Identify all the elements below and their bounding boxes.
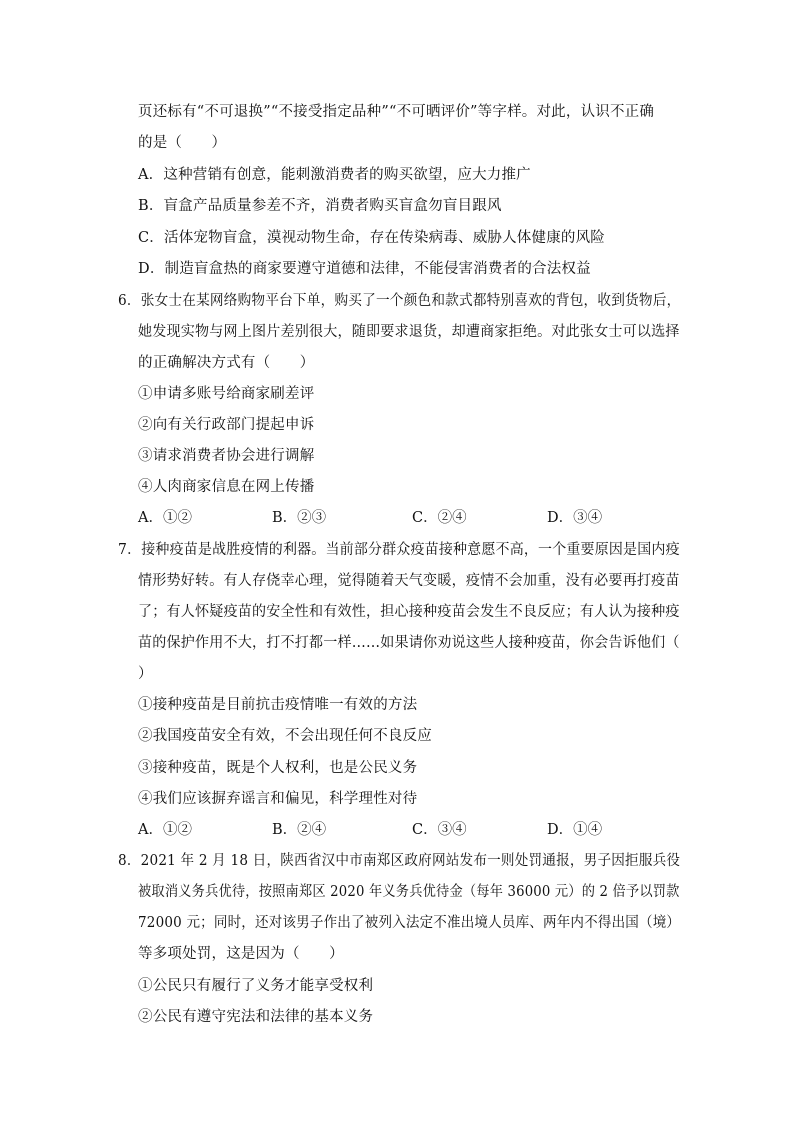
q7-stem-line-3: 了；有人怀疑疫苗的安全性和有效性，担心接种疫苗会发生不良反应；有人认为接种疫 (138, 604, 680, 620)
q6-item-4: ④人肉商家信息在网上传播 (138, 479, 315, 495)
q6-stem-line-3: 的正确解决方式有（ ） (138, 355, 315, 371)
q5-option-b: B．盲盒产品质量参差不齐，消费者购买盲盒勿盲目跟风 (138, 198, 502, 214)
q5-option-a: A．这种营销有创意，能刺激消费者的购买欲望，应大力推广 (138, 167, 531, 183)
q7-choice-b: B．②④ (272, 822, 327, 838)
q6-stem-line-1: 6．张女士在某网络购物平台下单，购买了一个颜色和款式都特别喜欢的背包，收到货物后， (118, 293, 681, 309)
q6-stem-line-2: 她发现实物与网上图片差别很大，随即要求退货，却遭商家拒绝。对此张女士可以选择 (138, 324, 680, 340)
q6-choice-b: B．②③ (272, 510, 327, 526)
q7-item-3: ③接种疫苗，既是个人权利，也是公民义务 (138, 760, 418, 776)
q8-item-2: ②公民有遵守宪法和法律的基本义务 (138, 1009, 374, 1025)
q7-stem-line-5: ） (138, 666, 153, 682)
q5-stem-line-2: 的是（ ） (138, 135, 227, 151)
q7-stem-line-1: 7．接种疫苗是战胜疫情的利器。当前部分群众疫苗接种意愿不高，一个重要原因是国内疫 (118, 542, 680, 558)
q6-choice-a: A．①② (138, 510, 192, 526)
q8-stem-line-3: 72000 元；同时，还对该男子作出了被列入法定不准出境人员库、两年内不得出国（境） (138, 915, 681, 931)
q8-item-1: ①公民只有履行了义务才能享受权利 (138, 978, 374, 994)
q5-stem-line-1: 页还标有“不可退换”“不接受指定品种”“不可晒评价”等字样。对此，认识不正确 (138, 104, 655, 120)
q7-choice-d: D．①④ (547, 822, 603, 838)
q6-item-3: ③请求消费者协会进行调解 (138, 448, 315, 464)
q7-stem-line-4: 苗的保护作用不大，打不打都一样……如果请你劝说这些人接种疫苗，你会告诉他们（ (138, 635, 680, 651)
q7-item-4: ④我们应该摒弃谣言和偏见，科学理性对待 (138, 791, 418, 807)
q8-stem-line-1: 8．2021 年 2 月 18 日，陕西省汉中市南郑区政府网站发布一则处罚通报，男子因拒服兵役 (118, 853, 681, 869)
q8-stem-line-4: 等多项处罚，这是因为（ ） (138, 946, 344, 962)
q6-choice-d: D．③④ (547, 510, 603, 526)
q6-item-1: ①申请多账号给商家刷差评 (138, 386, 315, 402)
q7-item-1: ①接种疫苗是目前抗击疫情唯一有效的方法 (138, 697, 418, 713)
q8-stem-line-2: 被取消义务兵优待，按照南郑区 2020 年义务兵优待金（每年 36000 元）的 2 倍予以罚款 (138, 884, 680, 900)
q7-choice-c: C．③④ (412, 822, 467, 838)
q7-choice-a: A．①② (138, 822, 192, 838)
q5-option-c: C．活体宠物盲盒，漠视动物生命，存在传染病毒、威胁人体健康的风险 (138, 230, 605, 246)
q7-stem-line-2: 情形势好转。有人存侥幸心理，觉得随着天气变暖，疫情不会加重，没有必要再打疫苗 (138, 573, 680, 589)
q6-choice-c: C．②④ (412, 510, 467, 526)
q7-item-2: ②我国疫苗安全有效，不会出现任何不良反应 (138, 728, 432, 744)
q5-option-d: D．制造盲盒热的商家要遵守道德和法律，不能侵害消费者的合法权益 (138, 261, 591, 277)
q6-item-2: ②向有关行政部门提起申诉 (138, 417, 315, 433)
